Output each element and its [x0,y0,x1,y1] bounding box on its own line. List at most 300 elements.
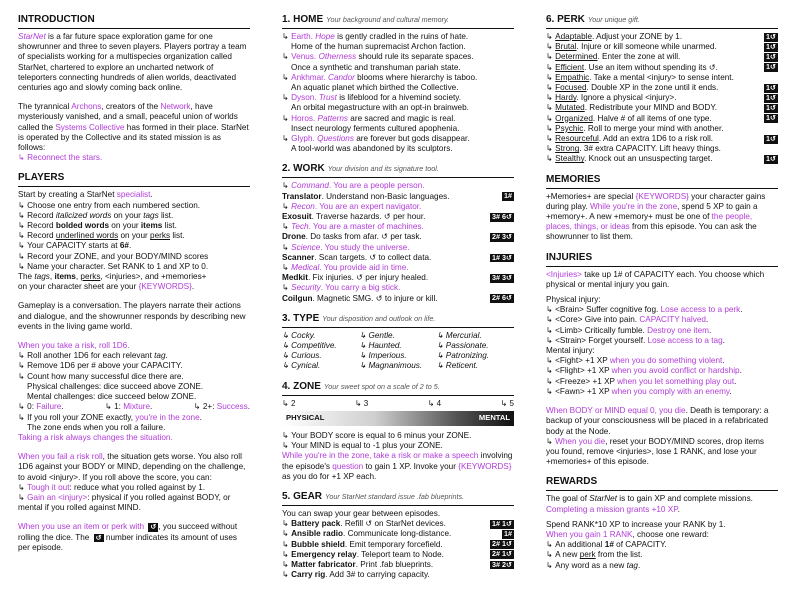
text: perks [80,272,101,282]
gear-text [282,519,446,529]
injury-name: <Flight> +1 XP [555,366,612,376]
injury-effect: Lose access to a [647,335,712,345]
gear-name: Bubble shield [291,539,345,549]
text: . [637,560,641,570]
text: 2. WORK [282,163,325,175]
perk-description: . Double XP in the zone until it ends. [586,83,719,93]
gear-intro: You can swap your gear between episodes. [282,508,441,518]
mental-label: MENTAL [478,413,510,423]
type-option: ↳ Haunted. [359,341,436,351]
gear-name: Ansible radio [291,529,344,539]
gear-item [282,550,514,560]
intro-text-2c: , have mysteriously vanished, and a small, peaceful union of worlds called the [18,102,238,132]
injuries-paragraph [546,270,778,290]
text: Your background and cultural memory. [326,15,450,24]
mental-injury [546,387,778,397]
perk-name: Empathic [555,72,590,82]
home-text: is gently cradled in the ruins of hate. [334,32,469,41]
perk-name: Psychic [555,123,584,133]
text: An additional [555,540,605,550]
text: While you're in the zone, take a risk or make a speech [282,451,479,461]
text: REWARDS [546,476,598,488]
text: , [75,272,81,282]
injury-end: . [722,335,725,345]
injuries-heading [546,252,778,267]
home-description: Insect neurology ferments cultured apophenia. [291,123,460,133]
tool-cost-badge: 1# [504,191,512,201]
collective-link: Systems Collective [55,122,125,132]
injury-name: <Strain> Forget yourself. [555,335,648,345]
text [105,402,152,412]
gear-cost-badge: 2# 1↺ [491,549,512,559]
injury-end: . [740,305,743,315]
tool-name: Drone [282,232,306,242]
division-text: . You study the universe. [320,242,410,252]
text: Any word as a new [555,560,627,570]
home-text: are sacred and magic is real. [348,113,456,123]
text: , reset your BODY/MIND scores, drop items you found, remove <injuries>, lose 1 RANK, and lose your +memories+ of this episode. [546,436,765,467]
tool-cost-badge: 3# 3↺ [491,272,512,282]
column-left [18,14,250,553]
network-link: Network [160,102,191,112]
injury-effect: CAPACITY halved [639,315,706,325]
work-division [282,202,514,212]
division-name: Medical [291,263,320,273]
text: {KEYWORDS} [635,191,689,201]
text: When you gain 1 RANK [546,529,633,539]
perk-text [546,42,717,52]
home-heading [282,14,514,29]
text: When you use an item or perk with [18,522,147,532]
text: . [165,351,168,361]
players-step-7: ↳ Name your character. Set RANK to 1 and XP to 0. [18,262,250,272]
home-description: Once a synthetic and transhuman pariah state. [291,62,461,72]
home-list [282,32,514,154]
home-text: are forever but gods disappear. [353,134,470,144]
gear-cost-badge: 1# [504,529,512,539]
perk-description: . Use an item without spending its ↺. [584,62,718,72]
perk-item [546,73,778,83]
tool-name: Translator [282,191,322,201]
gear-item [282,519,514,529]
perk-uses-badge: 1↺ [765,62,776,72]
text: . [150,190,153,200]
gear-heading [282,491,514,506]
gear-name: Battery pack [291,519,341,529]
physical-label: PHYSICAL [286,413,325,423]
type-option: ↳ Curious. [282,351,359,361]
text: your character gains during play. [546,191,766,211]
injury-name: <Fawn> +1 XP [555,386,612,396]
perk-uses-badge: 1↺ [765,133,776,143]
injury-name: <Freeze> +1 XP [555,376,618,386]
type-option: ↳ Competitive. [282,341,359,351]
text: tags [143,210,159,220]
zone-tick-5: ↳ 5 [501,399,514,409]
zone-tick-2: ↳ 2 [282,399,295,409]
tool-description: . Traverse hazards. ↺ per hour. [311,212,426,222]
death-paragraph [546,406,778,437]
perk-item [546,154,778,164]
perk-name: Strong [555,144,580,154]
text: Gain an <injury> [27,492,88,502]
text: {KEYWORDS} [458,461,512,471]
perk-text [546,114,712,124]
perk-item [546,103,778,113]
home-option [282,32,514,42]
tool-text [282,212,425,222]
text: StarNet [589,494,618,504]
perk-uses-badge: 1↺ [765,103,776,113]
text: 6# [119,241,129,251]
players-start [18,190,250,200]
text: from this episode. You can ask the showrunner to list them. [546,222,757,242]
home-text: blooms where hierarchy is taboo. [354,72,478,82]
home-option [282,114,514,124]
gear-item [282,570,514,580]
text: Your CAPACITY starts at [27,241,120,251]
text: 2+: [202,402,217,412]
rank-reward-heading [546,530,778,540]
tool-name: Scanner [282,252,315,262]
mental-injury-heading: Mental injury: [546,346,595,356]
work-tool [282,192,514,202]
text: Start by creating a StarNet [18,190,117,200]
tool-cost-badge: 1# 3↺ [491,252,512,262]
text: When you die [555,436,606,446]
tool-description: . Do tasks from afar. ↺ per task. [305,232,422,242]
type-option: ↳ Cocky. [282,331,359,341]
gear-name: Emergency relay [291,549,357,559]
perk-text [546,73,734,83]
gear-item [282,540,514,550]
tool-cost-badge: 2# 3↺ [491,232,512,242]
text: 1: [114,402,124,412]
perk-item [546,93,778,103]
text: If you roll your ZONE exactly, [27,412,136,422]
players-keywords-line-1 [18,272,250,282]
perk-name: Brutal [555,42,577,52]
perk-text [546,154,712,164]
zone-scale [282,399,514,409]
division-text: . You are a master of machines. [308,222,424,232]
perk-item [546,134,778,144]
text: When you fail a risk roll [18,452,103,462]
injury-effect: Destroy one [647,325,694,335]
home-description: An aquatic planet which birthed the Collective. [291,83,459,93]
intro-text-2d: has formed in their place. StarNet is operated by the Collective and its stated mission is as follows: [18,122,249,153]
physical-injury-heading: Physical injury: [546,295,601,305]
text: , [49,272,55,282]
introduction-title: INTRODUCTION [18,14,95,25]
text: on your character sheet are your [18,282,139,292]
gear-item [282,560,514,570]
players-step-1: ↳ Choose one entry from each numbered section. [18,201,250,211]
players-step-4 [18,231,250,241]
injury-trigger: when you comply with an enemy [611,386,730,396]
text: of CAPACITY. [613,540,667,550]
text: , the situation gets worse. You also roll 1D6 against your BODY or MIND, depending on the challenge, to avoid <injury>. If you roll above the score, you can: [18,452,246,482]
text: italicized words [55,210,112,220]
work-division [282,181,514,191]
tool-text [282,232,422,242]
perk-uses-badge: 1↺ [765,82,776,92]
text: While you're in the zone [590,201,678,211]
text: Your division and its signature tool. [327,164,439,174]
injury-name: <Fight> +1 XP [555,356,610,366]
perk-description: . Injure or kill someone while unarmed. [576,42,717,52]
injury-trigger: when you let something play out [617,376,735,386]
perk-item [546,144,778,154]
zone-gradient-bar [282,411,514,426]
text: INJURIES [546,251,593,263]
text: number indicates its amount of uses per episode. [18,532,237,552]
physical-injury [546,336,778,346]
home-name: Glyph. [291,134,318,144]
perk-text [546,83,718,93]
risk-step-1 [18,351,250,361]
text: . [150,402,153,412]
mission-statement: ↳ Reconnect the stars. [18,153,250,163]
home-option [282,93,514,103]
gear-cost-badge: 3# 2↺ [491,559,512,569]
home-tag: Trust [318,93,337,103]
text: Record [27,221,56,231]
zone-tick-3: ↳ 3 [355,399,368,409]
work-division [282,283,514,293]
text: {KEYWORDS} [138,282,192,292]
division-text: . You provide aid in time. [319,263,409,273]
tool-name: Coilgun [282,293,313,303]
home-tag: Hope [315,32,335,41]
gain-injury-option [18,493,250,513]
intro-paragraph-2 [18,102,250,153]
injury-end: . [722,356,725,366]
type-option: ↳ Patronizing. [437,351,514,361]
injury-name: <Limb> Critically fumble. [555,325,648,335]
players-step-2 [18,211,250,221]
division-name: Science [291,242,321,252]
intro-text-1: is a far future space exploration game for one showrunner and three to seven players. Players portray a team of specialists working for a multispecies organization called StarNet, chartered to explore an uncharted network of teleporters connecting hundreds of alien worlds, deactivated centuries ago and slowly coming back online. [18,32,247,93]
home-description: A tool-world was abandoned by its sculptors. [291,144,453,154]
perk-description: . Adjust your ZONE by 1. [592,32,683,41]
memories-paragraph [546,192,778,243]
text: . [191,282,195,292]
gear-cost-badge: 1# 1↺ [491,518,512,528]
specialist-link: specialist [116,190,151,200]
text [194,402,250,412]
text: The goal of [546,494,590,504]
text: Your sweet spot on a scale of 2 to 5. [323,381,440,391]
text: perk [579,550,596,560]
text: . Death is temporary: a backup of your consciousness will be placed in a refabricated body at the Node. [546,406,769,436]
text: . [199,412,202,422]
perk-name: Hardy [555,93,577,103]
tool-description: . Magnetic SMG. ↺ to injure or kill. [312,293,438,303]
text: on your [111,210,144,220]
rewards-heading [546,476,778,491]
text: Tough it out [27,482,70,492]
perk-item [546,52,778,62]
text: Failure [36,402,62,412]
risk-heading: When you take a risk, roll 1D6. [18,341,130,351]
type-heading [282,313,514,328]
work-division [282,243,514,253]
text: list. [170,231,185,241]
text: list. [162,221,177,231]
home-tag: Candor [328,72,355,82]
risk-change-rule: Taking a risk always changes the situation. [18,432,173,442]
gear-description: . Refill ↺ on StarNet devices. [340,519,446,529]
home-description: An orbital megastructure with an opt-in brainweb. [291,103,469,113]
intro-text-2a: The tyrannical [18,102,72,112]
text: Roll another 1D6 for each relevant [27,351,155,361]
type-option: ↳ Mercurial. [437,331,514,341]
perk-name: Resourceful [555,134,599,144]
work-list [282,181,514,303]
home-name: Dyson. [291,93,319,103]
column-right [546,14,778,571]
perk-item [546,42,778,52]
type-option: ↳ Passionate. [437,341,514,351]
injury-name: <Core> Give into pain. [555,315,640,325]
gear-description: . Communicate long-distance. [343,529,452,539]
division-name: Recon [291,201,315,211]
perk-item [546,63,778,73]
text: involving the episode's [282,451,513,471]
home-tag: Otherness [318,52,357,62]
perk-list [546,32,778,165]
mental-challenge-rule: Mental challenges: dice succeed below ZONE. [27,392,197,402]
perk-item [546,124,778,134]
text: , you succeed without rolling the dice. The [18,522,238,542]
injury-name: <Brain> Suffer cognitive fog. [555,305,661,315]
division-text: . You carry a big stick. [320,283,401,293]
text: . [677,504,680,514]
text: Your StarNet standard issue .fab blueprints. [325,491,465,501]
injury-effect: Lose access to a [660,305,725,315]
introduction-heading [18,14,250,29]
type-option: ↳ Gentle. [359,331,436,341]
text: <Injuries> [546,269,582,279]
text: 1# [604,540,614,550]
perk-text [546,134,713,144]
text: items [140,221,163,231]
text: 4. ZONE [282,380,321,392]
text: , choose one reward: [632,529,709,539]
text: 1. HOME [282,14,324,25]
text: Record [27,210,56,220]
perk-heading [546,14,778,29]
zone-heading [282,381,514,396]
mental-injury [546,356,778,366]
gear-list [282,519,514,580]
text: . [61,402,64,412]
tool-description: . Fix injuries. ↺ per injury healed. [307,273,429,283]
type-option: ↳ Imperious. [359,351,436,361]
text: underlined words [55,231,119,241]
intro-text-2b: , creators of the [101,102,161,112]
division-name: Command [291,181,329,191]
injury-end: . [705,315,709,325]
text: 5. GEAR [282,490,323,502]
physical-injury-list [546,305,778,346]
text: is to gain XP and complete missions. [617,494,753,504]
perk-name: Mutated [555,103,585,113]
home-name: Venus. [291,52,319,62]
body-rule: ↳ Your BODY score is equal to 6 minus your ZONE. [282,431,514,441]
perk-item [546,114,778,124]
perk-name: Focused [555,83,587,93]
text: A new [555,550,580,560]
reward-option-3 [546,561,778,571]
players-step-3 [18,221,250,231]
zone-xp-paragraph [282,451,514,482]
text: question [332,461,364,471]
physical-challenge-rule: Physical challenges: dice succeed above ZONE. [27,381,204,391]
home-option [282,52,514,62]
gear-text [282,550,444,560]
mental-injury-list [546,356,778,397]
gear-item [282,529,514,539]
reward-option-1 [546,540,778,550]
gameplay-paragraph: Gameplay is a conversation. The players narrate their actions and dialogue, and the showrunner responds by describing new events in the living game world. [18,301,246,331]
gear-text [282,570,430,580]
perk-text [546,52,680,62]
perk-description: . Add an extra 1D6 to a risk roll. [598,134,714,144]
perk-description: . Roll to merge your mind with another. [583,123,724,133]
mental-injury [546,366,778,376]
mind-rule: ↳ Your MIND is equal to -1 plus your ZONE. [282,441,514,451]
text: Completing a mission grants +10 XP [546,504,678,514]
perk-item [546,32,778,42]
gear-description: . Add 3# to carrying capacity. [325,570,430,580]
home-description: Home of the human supremacist Archon faction. [291,42,466,52]
zone-tick-4: ↳ 4 [428,399,441,409]
home-option [282,134,514,144]
perk-name: Adaptable [555,32,593,41]
gear-name: Matter fabricator [291,559,356,569]
perk-uses-badge: 1↺ [765,113,776,123]
tool-text [282,294,438,304]
text: to gain 1 XP. Invoke your [363,461,459,471]
risk-step-2: ↳ Remove 1D6 per # above your CAPACITY. [18,361,250,371]
work-tool [282,273,514,283]
gear-description: . Emit temporary forcefield. [344,539,443,549]
division-name: Security [291,283,321,293]
text: Your unique gift. [587,15,640,24]
text: MEMORIES [546,173,601,185]
tool-cost-badge: 3# 6↺ [491,211,512,221]
gear-description: . Teleport team to Node. [356,549,444,559]
perk-description: . 3# extra CAPACITY. Lift heavy things. [579,144,721,154]
perk-description: . Ignore a physical <injury>. [576,93,677,103]
text: , <injuries>, and +memories+ [100,272,207,282]
home-text: should rule its separate spaces. [356,52,474,62]
text: you're in the zone [135,412,200,422]
perk-text [546,32,682,42]
text: 3. TYPE [282,312,320,324]
work-division [282,263,514,273]
home-text: is lifeblood for a hivemind society. [336,93,462,103]
text: . [128,241,132,251]
perk-text [546,103,717,113]
injury-end: . [734,376,737,386]
work-division [282,222,514,232]
injury-effect-target: item [693,325,709,335]
text: When BODY or MIND equal 0, you die [546,406,686,416]
tool-text [282,273,428,283]
